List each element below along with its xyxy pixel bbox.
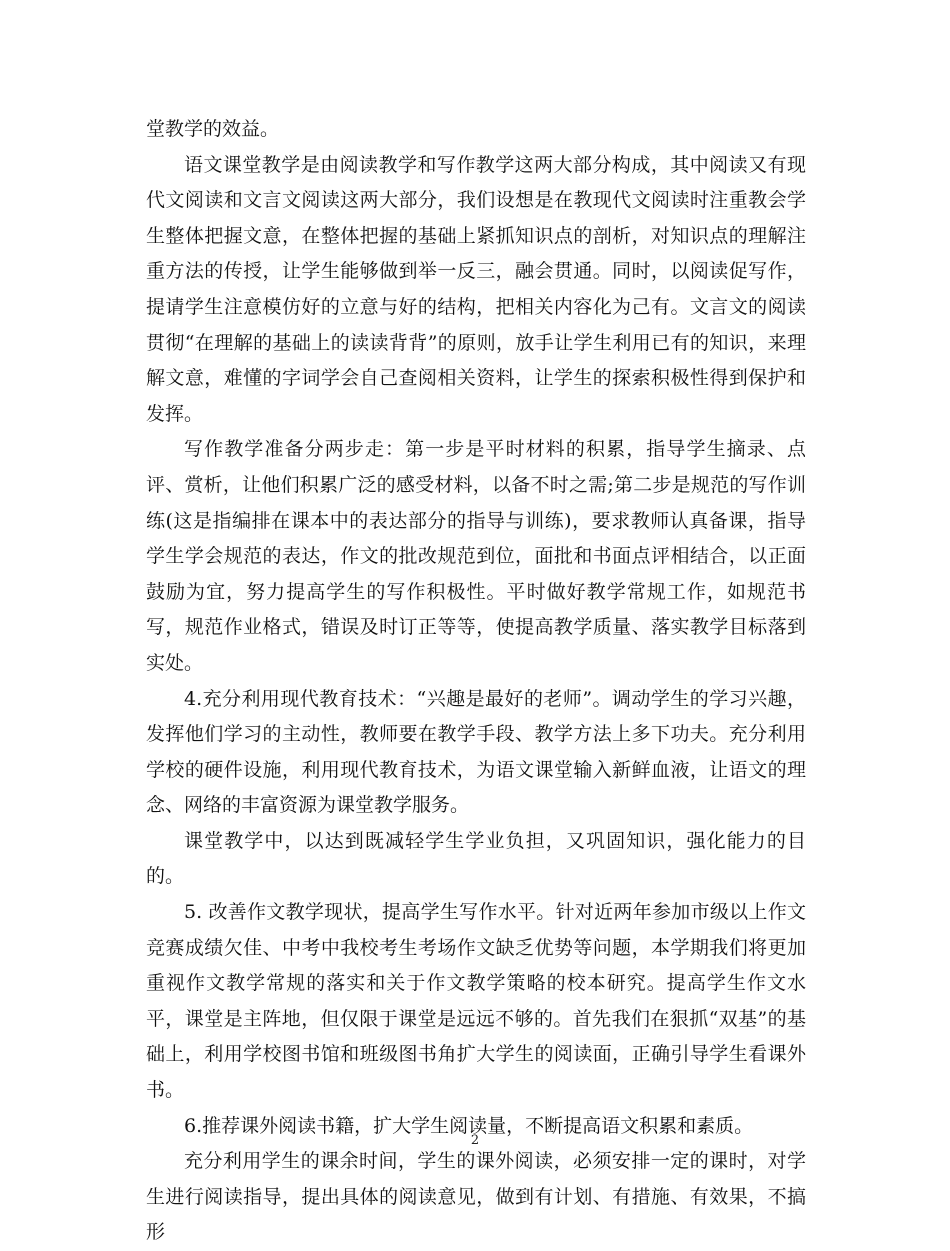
paragraph-6: 5. 改善作文教学现状，提高学生写作水平。针对近两年参加市级以上作文竞赛成绩欠佳、中考中我校考生考场作文缺乏优势等问题，本学期我们将更加重视作文教学常规的落实和关于作文教学策略的校本研究。提高学生作文水平，课堂是主阵地，但仅限于课堂是远远不够的。首先我们在狠抓“双基”的基础上，利用学校图书馆和班级图书角扩大学生的阅读面，正确引导学生看课外书。	[146, 901, 806, 1102]
page-number: 2	[470, 1133, 480, 1148]
document-body	[146, 112, 806, 1251]
paragraph-5: 课堂教学中，以达到既减轻学生学业负担，又巩固知识，强化能力的目的。	[146, 829, 806, 888]
paragraph-3: 写作教学准备分两步走：第一步是平时材料的积累，指导学生摘录、点评、赏析，让他们积累广泛的感受材料，以备不时之需;第二步是规范的写作训练(这是指编排在课本中的表达部分的指导与训练)，要求教师认真备课，指导学生学会规范的表达，作文的批改规范到位，面批和书面点评相结合，以正面鼓励为宜，努力提高学生的写作积极性。平时做好教学常规工作，如规范书写，规范作业格式，错误及时订正等等，使提高教学质量、落实教学目标落到实处。	[146, 438, 806, 674]
paragraph-4: 4.充分利用现代教育技术：“兴趣是最好的老师”。调动学生的学习兴趣，发挥他们学习的主动性，教师要在教学手段、教学方法上多下功夫。充分利用学校的硬件设施，利用现代教育技术，为语文课堂输入新鲜血液，让语文的理念、网络的丰富资源为课堂教学服务。	[146, 687, 806, 817]
paragraph-7: 6.推荐课外阅读书籍，扩大学生阅读量，不断提高语文积累和素质。	[184, 1114, 754, 1137]
paragraph-1: 堂教学的效益。	[146, 118, 280, 140]
paragraph-8: 充分利用学生的课余时间，学生的课外阅读，必须安排一定的课时，对学生进行阅读指导，提出具体的阅读意见，做到有计划、有措施、有效果，不搞形	[146, 1150, 806, 1244]
paragraph-2: 语文课堂教学是由阅读教学和写作教学这两大部分构成，其中阅读又有现代文阅读和文言文阅读这两大部分，我们设想是在教现代文阅读时注重教会学生整体把握文意，在整体把握的基础上紧抓知识点的剖析，对知识点的理解注重方法的传授，让学生能够做到举一反三，融会贯通。同时，以阅读促写作，提请学生注意模仿好的立意与好的结构，把相关内容化为己有。文言文的阅读贯彻“在理解的基础上的读读背背”的原则，放手让学生利用已有的知识，来理解文意，难懂的字词学会自己查阅相关资料，让学生的探索积极性得到保护和发挥。	[146, 153, 806, 425]
